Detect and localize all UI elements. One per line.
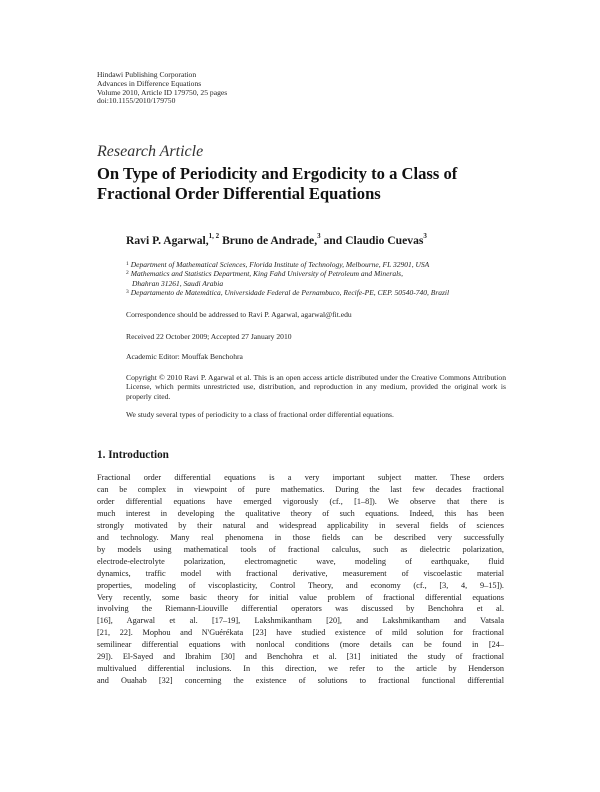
body-line: by models using mathematical tools of fractional calculus, such as dielectric polarization,: [97, 544, 504, 554]
doi-line: doi:10.1155/2010/179750: [97, 96, 176, 106]
author-name: Ravi P. Agarwal,: [126, 234, 209, 247]
correspondence: Correspondence should be addressed to Ravi P. Agarwal, agarwal@fit.edu: [126, 310, 352, 319]
affiliation: $^2$ Mathematics and Statistics Department, King Fahd University of Petroleum and Minerals, Dhahran 31261, Saudi Arabia: [126, 269, 403, 288]
volume-line: Volume 2010, Article ID 179750, 25 pages: [97, 87, 228, 97]
body-line: [21, 22]. Mophou and N'Guérékata [23] have studied existence of mild solution for fractional: [97, 628, 504, 638]
author-affil-mark: 3: [317, 232, 321, 240]
section-heading: 1. Introduction: [97, 449, 169, 461]
body-line: Very recently, some basic theory for initial value problem of fractional differential equations: [97, 592, 504, 602]
body-line: [16], Agarwal et al. [17–19], Lakshmikantham [20], and Lakshmikantham and Vatsala: [97, 616, 504, 626]
body-line: multivalued differential inclusions. In this direction, we refer to the article by Henderson: [97, 664, 504, 674]
body-line: order differential equations have emerged vigorously (cf., [1–8]). We observe that there is: [97, 496, 504, 506]
author-affil-mark: 1, 2: [208, 232, 220, 240]
body-line: much interest in developing the qualitative theory of such equations. Indeed, this has been: [97, 508, 504, 518]
affiliations: [126, 260, 516, 297]
article-type: Research Article: [97, 143, 204, 160]
body-line: strongly motivated by their natural and widespread applicability in several fields of sciences: [97, 520, 504, 530]
affiliation: $^3$ Departamento de Matemática, Universidade Federal de Pernambuco, Recife-PE, CEP. 50540-740, Brazil: [126, 287, 450, 297]
abstract: We study several types of periodicity to a class of fractional order differential equations.: [126, 410, 394, 419]
received-dates: Received 22 October 2009; Accepted 27 January 2010: [126, 332, 292, 341]
affiliation: $^1$ Department of Mathematical Sciences, Florida Institute of Technology, Melbourne, FL 32901, USA: [126, 260, 430, 269]
journal-header: [97, 71, 227, 106]
author-name: and Claudio Cuevas: [320, 234, 424, 247]
publisher-line: Hindawi Publishing Corporation: [97, 70, 197, 79]
body-line: can be complex in viewpoint of pure mathematics. During the last few decades fractional: [97, 484, 504, 494]
body-line: and technology. Many real phenomena in those fields can be described very successfully: [97, 532, 504, 542]
copyright-notice: Copyright © 2010 Ravi P. Agarwal et al. This is an open access article distributed under the Creative Commons Attribution License, which permits unrestricted use, distribution, and reproduction in any medium, provided the original work is properly cited.: [126, 373, 506, 401]
body-line: 29]). El-Sayed and Ibrahim [30] and Benchohra et al. [31] initiated the study of fractional: [97, 652, 504, 662]
paper-title: On Type of Periodicity and Ergodicity to a Class of Fractional Order Differential Equations: [97, 164, 458, 203]
body-line: semilinear differential equations with nonlocal conditions (more details can be found in [24–: [97, 640, 504, 650]
body-line: involving the Riemann-Liouville differential operators was discussed by Benchohra et al.: [97, 604, 504, 614]
body-line: dynamics, traffic model with fractional derivative, measurement of viscoelastic material: [97, 568, 504, 578]
body-line: electrode-electrolyte polarization, electromagnetic wave, modeling of earthquake, fluid: [97, 556, 504, 566]
body-line: properties, modeling of viscoplasticity, Control Theory, and economy (cf., [3, 4, 9–15]).: [97, 580, 504, 590]
body-line: Fractional order differential equations is a very important subject matter. These orders: [97, 473, 504, 482]
journal-line: Advances in Difference Equations: [97, 78, 202, 88]
academic-editor: Academic Editor: Mouffak Benchohra: [126, 352, 243, 361]
author-affil-mark: 3: [423, 232, 427, 240]
body-paragraph: [97, 472, 504, 687]
author-name: Bruno de Andrade,: [219, 234, 318, 247]
author-list: [126, 234, 427, 247]
body-line: and Ouahab [32] concerning the existence of solutions to fractional functional differential: [97, 676, 504, 686]
